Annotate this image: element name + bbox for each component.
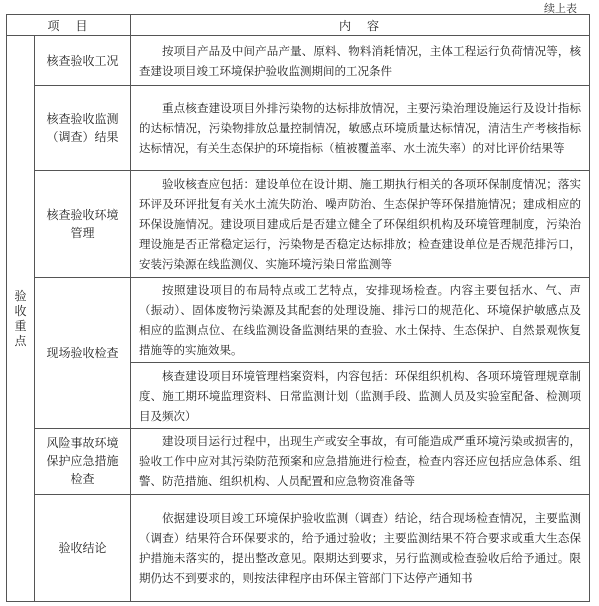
row-content: 依据建设项目竣工环境保护验收监测（调查）结论，结合现场检查情况，主要监测（调查）结果符合环保要求的，给予通过验收；主要监测结果不符合要求或重大生态保护措施未落实的，提出整改意见。限期达到要求，另行监测或检查验收后给予通过。限期仍达不到要求的，则按法律程序由环保主管部门下达停产通知书 [131, 495, 590, 602]
table-row [7, 277, 590, 363]
row-item: 核查验收监测（调查）结果 [35, 86, 131, 171]
table-row [7, 428, 590, 494]
group-label-cell [7, 36, 35, 602]
row-content: 按项目产品及中间产品产量、原料、物料消耗情况，主体工程运行负荷情况等，核查建设项目竣工环境保护验收监测期间的工况条件 [131, 36, 590, 86]
table-header-row [7, 15, 590, 36]
row-item: 验收结论 [35, 495, 131, 602]
row-content: 重点核查建设项目外排污染物的达标排放情况，主要污染治理设施运行及设计指标的达标情况，污染物排放总量控制情况，敏感点环境质量达标情况，清洁生产考核指标达标情况，有关生态保护的环境指标（植被覆盖率、水土流失率）的对比评价结果等 [131, 86, 590, 171]
table-row [7, 171, 590, 278]
row-content: 验收核查应包括：建设单位在设计期、施工期执行相关的各项环保制度情况；落实环评及环评批复有关水土流失防治、噪声防治、生态保护等环保措施情况；建成相应的环保设施情况。建设项目建成后是否建立健全了环保组织机构及环境管理制度，污染治理设施是否正常稳定运行，污染物是否稳定达标排放；检查建设单位是否规范排污口，安装污染源在线监测仪、实施环境污染日常监测等 [131, 171, 590, 278]
row-item: 核查验收环境管理 [35, 171, 131, 278]
row-content: 建设项目运行过程中，出现生产或安全事故，有可能造成严重环境污染或损害的，验收工作中应对其污染防范预案和应急措施进行检查，检查内容还应包括应急体系、组警、防范措施、组织机构、人员配置和应急物资准备等 [131, 428, 590, 494]
table-row [7, 495, 590, 602]
row-item: 核查验收工况 [35, 36, 131, 86]
table-row [7, 36, 590, 86]
row-content-2: 核查建设项目环境管理档案资料，内容包括：环保组织机构、各项环境管理规章制度、施工期环境监理资料、日常监测计划（监测手段、监测人员及实验室配备、检测项目及频次） [131, 363, 590, 428]
header-content: 内 容 [131, 15, 590, 36]
group-label: 验收重点 [14, 288, 27, 348]
header-item: 项 目 [7, 15, 131, 36]
acceptance-key-points-table [6, 14, 590, 602]
continued-label: 续上表 [544, 2, 577, 15]
row-item: 风险事故环境保护应急措施检查 [35, 428, 131, 494]
row-item: 现场验收检查 [35, 277, 131, 428]
row-content: 按照建设项目的布局特点或工艺特点，安排现场检查。内容主要包括水、气、声（振动）、固体废物污染源及其配套的处理设施、排污口的规范化、环境保护敏感点及相应的监测点位、在线监测设备监测结果的查验、水土保持、生态保护、自然景观恢复措施等的实施效果。 [131, 277, 590, 363]
table-row [7, 86, 590, 171]
